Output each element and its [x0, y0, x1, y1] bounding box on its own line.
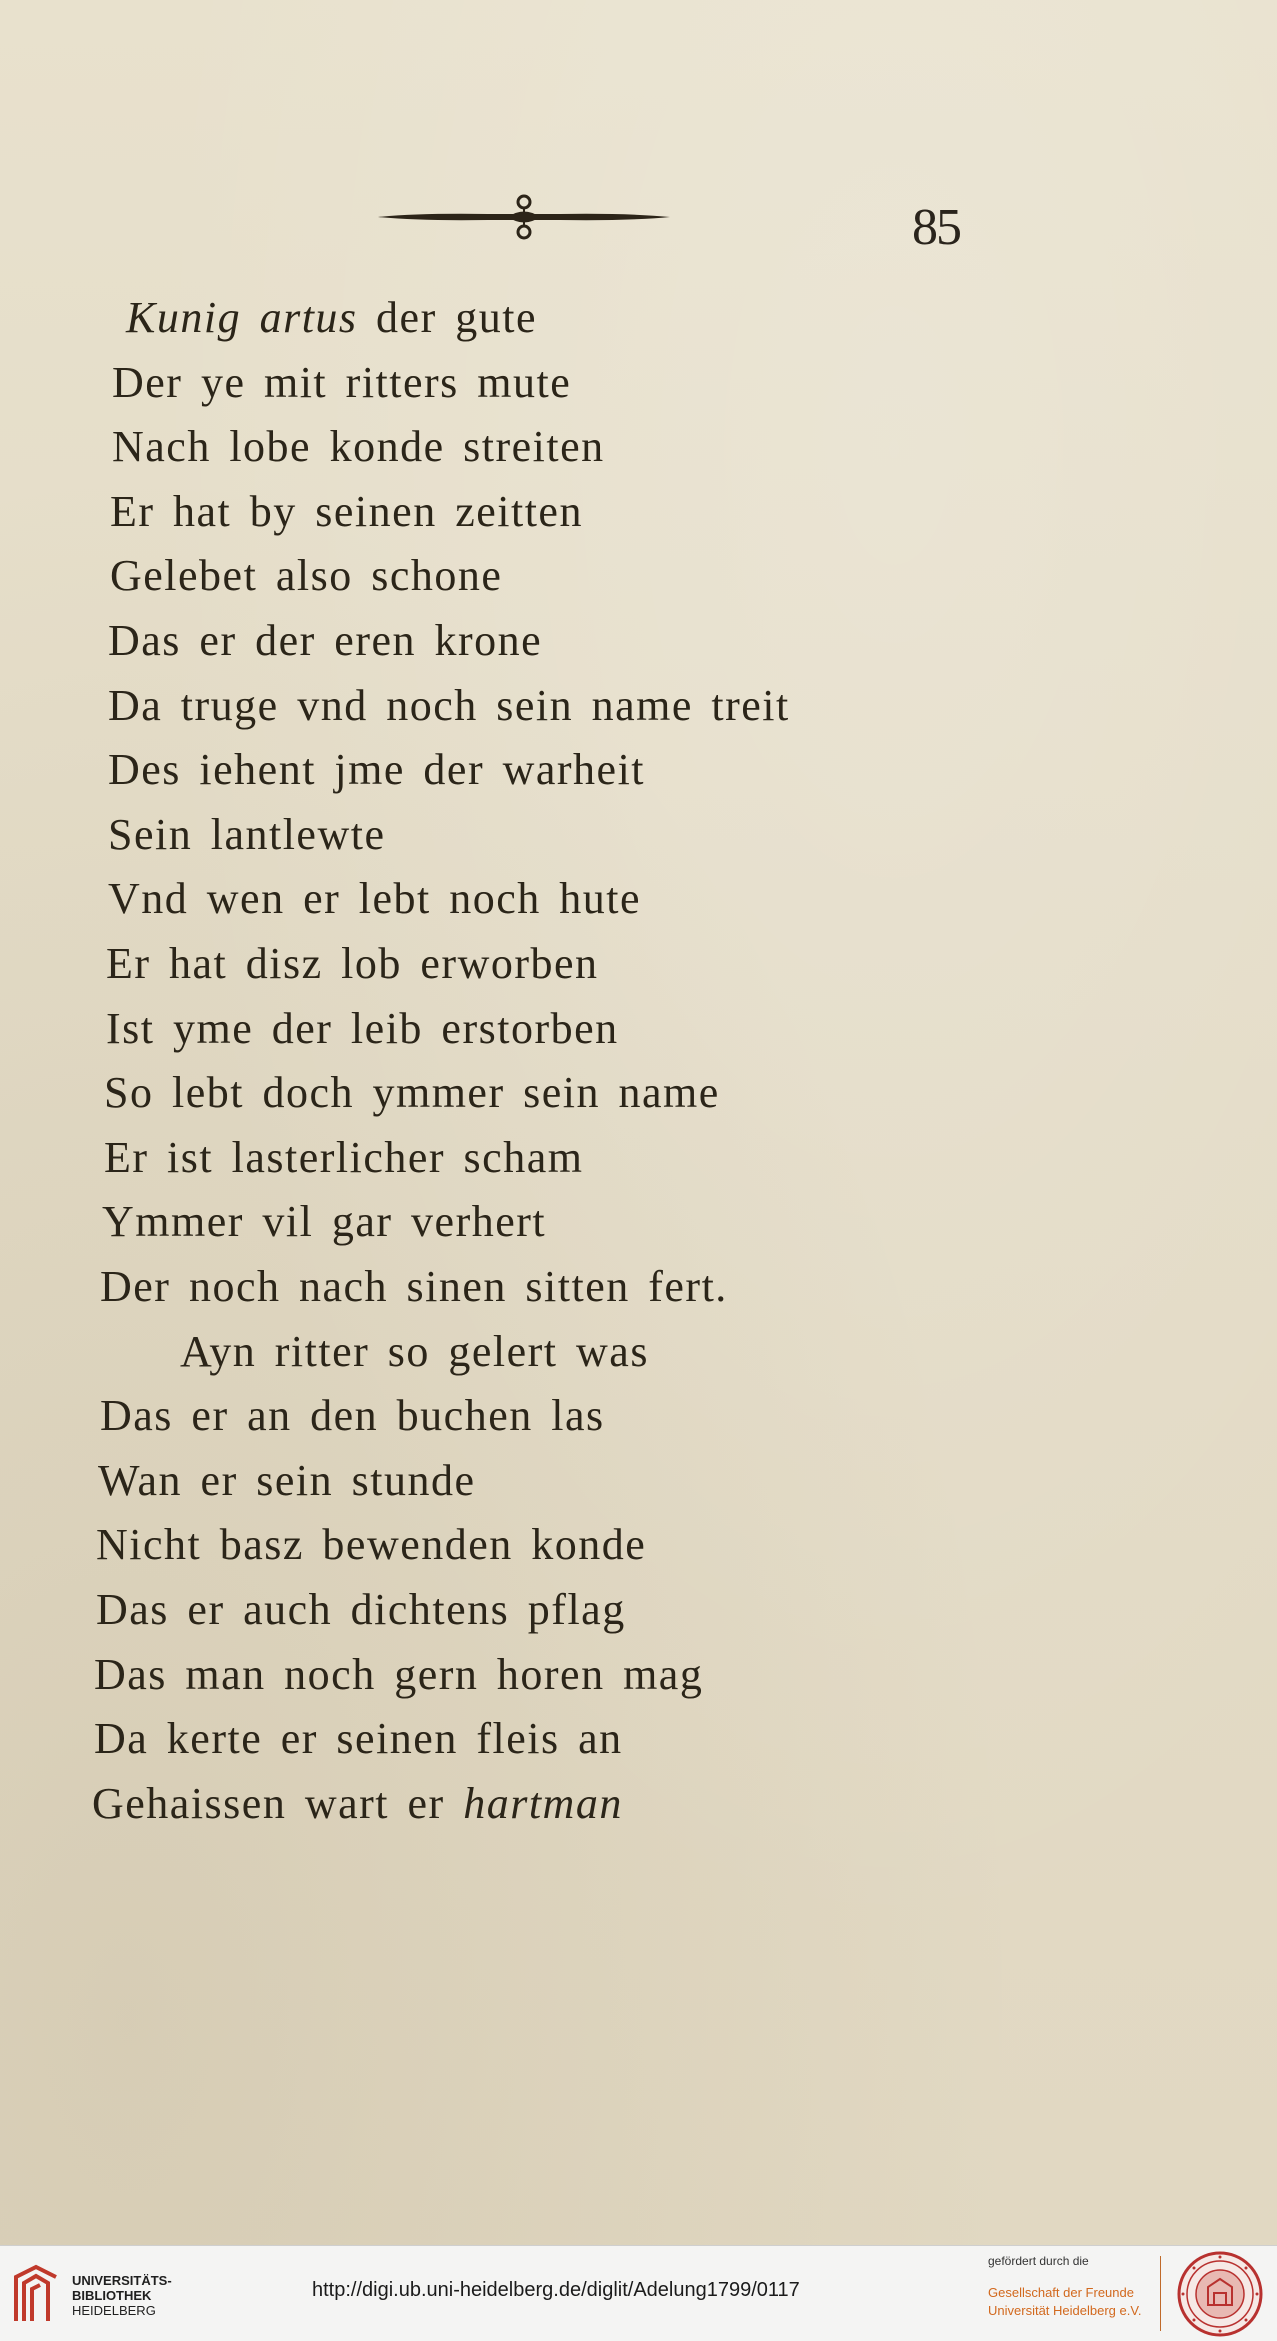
poem-line — [126, 290, 537, 346]
line-text: Das er an den buchen las — [100, 1391, 605, 1441]
poem-line — [110, 484, 583, 540]
poem-line — [180, 1324, 649, 1380]
footer-bar — [0, 2245, 1277, 2341]
poem-line — [100, 1259, 728, 1315]
poem-line — [94, 1711, 623, 1767]
poem-line — [98, 1453, 475, 1509]
permalink-url[interactable]: http://digi.ub.uni-heidelberg.de/diglit/Adelung1799/0117 — [312, 2279, 800, 2301]
line-text: Da kerte er seinen fleis an — [94, 1714, 623, 1764]
library-name[interactable] — [72, 2273, 172, 2318]
poem-line — [102, 1194, 546, 1250]
line-text: Da truge vnd noch sein name treit — [108, 680, 790, 730]
poem-line — [106, 936, 599, 992]
line-text: So lebt doch ymmer sein name — [104, 1068, 720, 1118]
line-text: Nicht basz bewenden konde — [96, 1520, 647, 1570]
line-text: der gute — [357, 293, 537, 342]
poem-line — [112, 355, 571, 411]
line-text: Gelebet also schone — [110, 551, 503, 601]
poem-line — [106, 1001, 619, 1057]
line-text: Er hat disz lob erworben — [106, 939, 599, 988]
university-seal-icon — [1175, 2249, 1265, 2339]
library-name-line3: HEIDELBERG — [72, 2303, 156, 2318]
line-text: Der ye mit ritters mute — [112, 357, 572, 407]
line-text: Der noch nach sinen sitten fert. — [100, 1262, 728, 1311]
line-text: Sein lantlewte — [108, 809, 386, 859]
line-text: Das er der eren krone — [108, 616, 543, 665]
poem-line — [104, 1130, 583, 1186]
line-text: Vnd wen er lebt noch hute — [108, 874, 642, 924]
poem-line — [100, 1388, 605, 1444]
line-text: Des iehent jme der warheit — [108, 745, 646, 795]
library-logo-icon — [12, 2263, 60, 2325]
poem-line — [96, 1582, 626, 1638]
line-text: Ymmer vil gar verhert — [102, 1197, 547, 1247]
poem-line — [108, 742, 645, 798]
sponsor-name[interactable] — [988, 2284, 1141, 2320]
poem-line — [96, 1517, 646, 1573]
line-text: Ist yme der leib erstorben — [106, 1003, 619, 1053]
poem-line — [108, 613, 542, 669]
line-text: Er hat by seinen zeitten — [110, 486, 583, 536]
line-text: Das man noch gern horen mag — [94, 1649, 704, 1699]
poem-line — [110, 548, 502, 604]
line-text: Gehaissen wart er — [92, 1778, 464, 1828]
sponsor-intro: gefördert durch die — [988, 2254, 1089, 2268]
poem-line — [104, 1065, 720, 1121]
library-name-line1: UNIVERSITÄTS- — [72, 2273, 172, 2288]
line-text: Ayn ritter so gelert was — [180, 1326, 649, 1376]
line-text: Wan er sein stunde — [98, 1455, 476, 1505]
poem-line — [112, 419, 605, 475]
italic-text: hartman — [463, 1778, 623, 1828]
poem-line — [108, 871, 641, 927]
library-name-line2: BIBLIOTHEK — [72, 2288, 152, 2303]
poem-line — [94, 1647, 703, 1703]
poem-line — [108, 678, 790, 734]
poem-line — [92, 1776, 623, 1832]
footer-divider — [1160, 2256, 1161, 2331]
line-text: Er ist lasterlicher scham — [104, 1132, 584, 1182]
page-number: 85 — [912, 199, 960, 256]
line-text: Nach lobe konde streiten — [112, 422, 605, 472]
italic-text: Kunig artus — [126, 293, 358, 342]
sponsor-line1: Gesellschaft der Freunde — [988, 2285, 1134, 2300]
line-text: Das er auch dichtens pflag — [96, 1585, 626, 1634]
poem-line — [108, 807, 386, 863]
sponsor-line2: Universität Heidelberg e.V. — [988, 2303, 1142, 2318]
decorative-rule-icon — [378, 192, 670, 242]
